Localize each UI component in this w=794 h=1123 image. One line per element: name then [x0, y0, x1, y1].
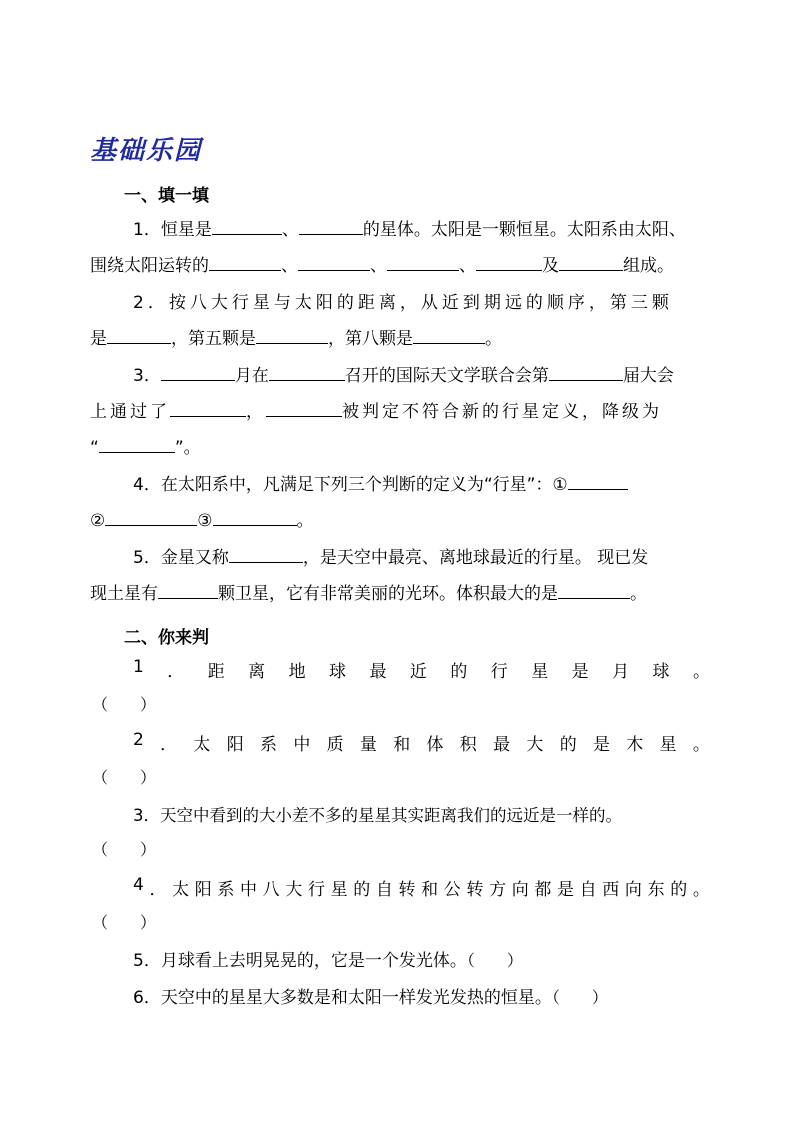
- judge-q1-char: ．: [167, 662, 185, 682]
- judge-q1-char: 离: [248, 662, 266, 682]
- judge-q2-char: ．: [160, 735, 178, 755]
- judge-q2-char: 太: [193, 735, 211, 755]
- fill-q3-text-b: 月在: [234, 366, 269, 386]
- fill-q3-text-i: ”。: [174, 438, 201, 458]
- judge-q4-char: 向: [624, 880, 642, 900]
- blank[interactable]: [266, 402, 342, 417]
- blank[interactable]: [269, 366, 345, 381]
- fill-q4-line2: [90, 506, 710, 531]
- judge-q4-char: 是: [557, 880, 574, 900]
- fill-q1-line2: [90, 251, 710, 276]
- judge-q4-char: 方: [489, 880, 507, 900]
- judge-q4-answer[interactable]: （ ）: [92, 913, 157, 932]
- fill-q2-line1: 2．按八大行星与太阳的距离，从近到期远的顺序，第三颗: [133, 293, 673, 313]
- blank[interactable]: [213, 511, 297, 526]
- fill-q3-line1: [133, 361, 710, 386]
- page-title: 基础乐园: [90, 136, 203, 166]
- judge-q4-char: 转: [398, 880, 416, 900]
- judge-q1-char: 的: [450, 662, 468, 682]
- fill-q1-text-i: 组成。: [623, 256, 674, 276]
- fill-q3-text-g: 被判定不符合新的行星定义，降级为: [342, 402, 662, 422]
- blank[interactable]: [558, 584, 630, 599]
- judge-q2-char: 。: [692, 735, 710, 755]
- judge-q2-char: 星: [659, 735, 677, 755]
- judge-q4-char: 星: [330, 880, 348, 900]
- judge-q2-char: 木: [626, 735, 644, 755]
- fill-q4-text-b: ②: [90, 511, 106, 531]
- blank[interactable]: [170, 402, 246, 417]
- blank[interactable]: [256, 329, 328, 344]
- fill-q2-text-a: 是: [90, 329, 107, 349]
- judge-q6-text: 6．天空中的星星大多数是和太阳一样发光发热的恒星。: [133, 988, 552, 1008]
- judge-q5-answer[interactable]: （ ）: [466, 951, 523, 970]
- fill-q1-text-d: 围绕太阳运转的: [90, 256, 209, 276]
- blank[interactable]: [105, 511, 197, 526]
- judge-q1-answer[interactable]: （ ）: [92, 695, 157, 714]
- judge-q2-line: [133, 730, 710, 755]
- judge-q2-char: 大: [526, 735, 544, 755]
- judge-q4-char: 公: [443, 880, 461, 900]
- judge-q1-char: 1: [133, 657, 144, 677]
- section-fill-in-title: 一、填一填: [124, 186, 209, 206]
- blank[interactable]: [158, 584, 218, 599]
- judge-q4-char: 阳: [194, 880, 212, 900]
- blank[interactable]: [299, 220, 363, 235]
- fill-q5-line2: [90, 579, 710, 604]
- fill-q3-text-c: 召开的国际天文学联合会第: [344, 366, 549, 386]
- judge-q4-char: 自: [375, 880, 393, 900]
- section-judge-title: 二、你来判: [124, 628, 209, 648]
- fill-q3-line2: [90, 397, 710, 422]
- blank[interactable]: [209, 256, 281, 271]
- fill-q3-text-e: 上通过了: [90, 402, 170, 422]
- judge-q4-char: 和: [421, 880, 439, 900]
- judge-q1-char: 月: [612, 662, 630, 682]
- fill-q1-text-h: 及: [542, 256, 559, 276]
- judge-q4-char: 大: [285, 880, 303, 900]
- blank[interactable]: [476, 256, 542, 271]
- fill-q5-text-b: ，是天空中最亮、离地球最近的行星。 现已发: [302, 548, 649, 568]
- judge-q4-char: 的: [353, 880, 371, 900]
- judge-q2-char: 量: [359, 735, 377, 755]
- judge-q2-answer[interactable]: （ ）: [92, 768, 157, 787]
- judge-q6-line: [133, 983, 710, 1008]
- judge-q2-char: 中: [293, 735, 311, 755]
- judge-q4-char: 4: [133, 875, 144, 895]
- fill-q3-text-a: 3．: [133, 366, 161, 386]
- fill-q1-text-e: 、: [281, 256, 298, 276]
- fill-q3-text-f: ，: [246, 402, 266, 422]
- judge-q4-char: ．: [149, 880, 167, 900]
- fill-q5-text-c: 现土星有: [90, 584, 158, 604]
- judge-q4-char: 系: [217, 880, 235, 900]
- blank[interactable]: [559, 256, 623, 271]
- judge-q2-char: 系: [260, 735, 278, 755]
- fill-q1-text-g: 、: [459, 256, 476, 276]
- judge-q1-char: 球: [652, 662, 670, 682]
- judge-q4-char: 。: [692, 880, 710, 900]
- judge-q1-char: 最: [369, 662, 387, 682]
- judge-q5-text: 5．月球看上去明晃晃的，它是一个发光体。: [133, 951, 467, 971]
- fill-q2-text-b: ，第五颗是: [171, 329, 256, 349]
- judge-q4-char: 都: [534, 880, 552, 900]
- judge-q4-char: 东: [647, 880, 665, 900]
- judge-q2-char: 体: [426, 735, 444, 755]
- fill-q5-text-a: 5．金星又称: [133, 548, 229, 568]
- judge-q2-char: 的: [559, 735, 577, 755]
- judge-q2-char: 和: [393, 735, 411, 755]
- judge-q1-char: 球: [329, 662, 347, 682]
- judge-q2-char: 积: [459, 735, 477, 755]
- judge-q2-char: 质: [326, 735, 344, 755]
- fill-q4-text-a: 4．在太阳系中，凡满足下列三个判断的定义为“行星”：①: [133, 475, 568, 495]
- fill-q4-line1: [133, 470, 710, 495]
- fill-q1-text-b: 、: [281, 220, 299, 240]
- fill-q1-text-f: 、: [370, 256, 387, 276]
- judge-q1-char: 行: [490, 662, 508, 682]
- judge-q4-char: 转: [466, 880, 484, 900]
- judge-q4-char: 向: [511, 880, 529, 900]
- blank[interactable]: [99, 438, 175, 453]
- judge-q4-char: 太: [172, 880, 190, 900]
- judge-q1-char: 距: [207, 662, 225, 682]
- judge-q2-char: 是: [592, 735, 610, 755]
- fill-q5-text-e: 。: [630, 584, 647, 604]
- fill-q3-text-h: “: [90, 438, 99, 458]
- judge-q1-char: 近: [409, 662, 427, 682]
- fill-q5-text-d: 颗卫星，它有非常美丽的光环。体积最大的是: [218, 584, 558, 604]
- fill-q2-line2: [90, 324, 710, 349]
- fill-q3-line3: [90, 433, 710, 458]
- judge-q4-char: 西: [602, 880, 620, 900]
- fill-q1-line1: [133, 215, 710, 240]
- blank[interactable]: [298, 256, 370, 271]
- judge-q3-answer[interactable]: （ ）: [92, 840, 157, 859]
- judge-q1-line: [133, 657, 710, 682]
- judge-q2-char: 最: [493, 735, 511, 755]
- blank[interactable]: [568, 475, 628, 490]
- judge-q4-char: 自: [579, 880, 597, 900]
- judge-q3-line: 3．天空中看到的大小差不多的星星其实距离我们的远近是一样的。: [133, 806, 622, 825]
- blank[interactable]: [161, 366, 235, 381]
- judge-q4-line: [133, 875, 710, 900]
- fill-q1-text-a: 1．恒星是: [133, 220, 212, 240]
- fill-q5-line1: [133, 543, 710, 568]
- blank[interactable]: [229, 548, 303, 563]
- judge-q6-answer[interactable]: （ ）: [551, 988, 608, 1007]
- fill-q1-text-c: 的星体。太阳是一颗恒星。太阳系由太阳、: [362, 220, 686, 240]
- blank[interactable]: [413, 329, 485, 344]
- judge-q4-char: 行: [307, 880, 325, 900]
- fill-q4-text-c: ③: [197, 511, 213, 531]
- judge-q4-char: 八: [262, 880, 280, 900]
- fill-q3-text-d: 届大会: [622, 366, 674, 386]
- fill-q4-text-d: 。: [296, 511, 314, 531]
- fill-q2-text-c: ，第八颗是: [328, 329, 413, 349]
- blank[interactable]: [387, 256, 459, 271]
- judge-q2-char: 阳: [226, 735, 244, 755]
- fill-q2-text-d: 。: [485, 329, 502, 349]
- blank[interactable]: [107, 329, 171, 344]
- blank[interactable]: [212, 220, 282, 235]
- judge-q1-char: 。: [692, 662, 710, 682]
- judge-q1-char: 地: [288, 662, 306, 682]
- judge-q4-char: 中: [240, 880, 258, 900]
- judge-q2-char: 2: [133, 730, 144, 750]
- judge-q1-char: 星: [531, 662, 549, 682]
- judge-q1-char: 是: [571, 662, 589, 682]
- blank[interactable]: [549, 366, 623, 381]
- judge-q4-char: 的: [670, 880, 688, 900]
- judge-q5-line: [133, 946, 710, 971]
